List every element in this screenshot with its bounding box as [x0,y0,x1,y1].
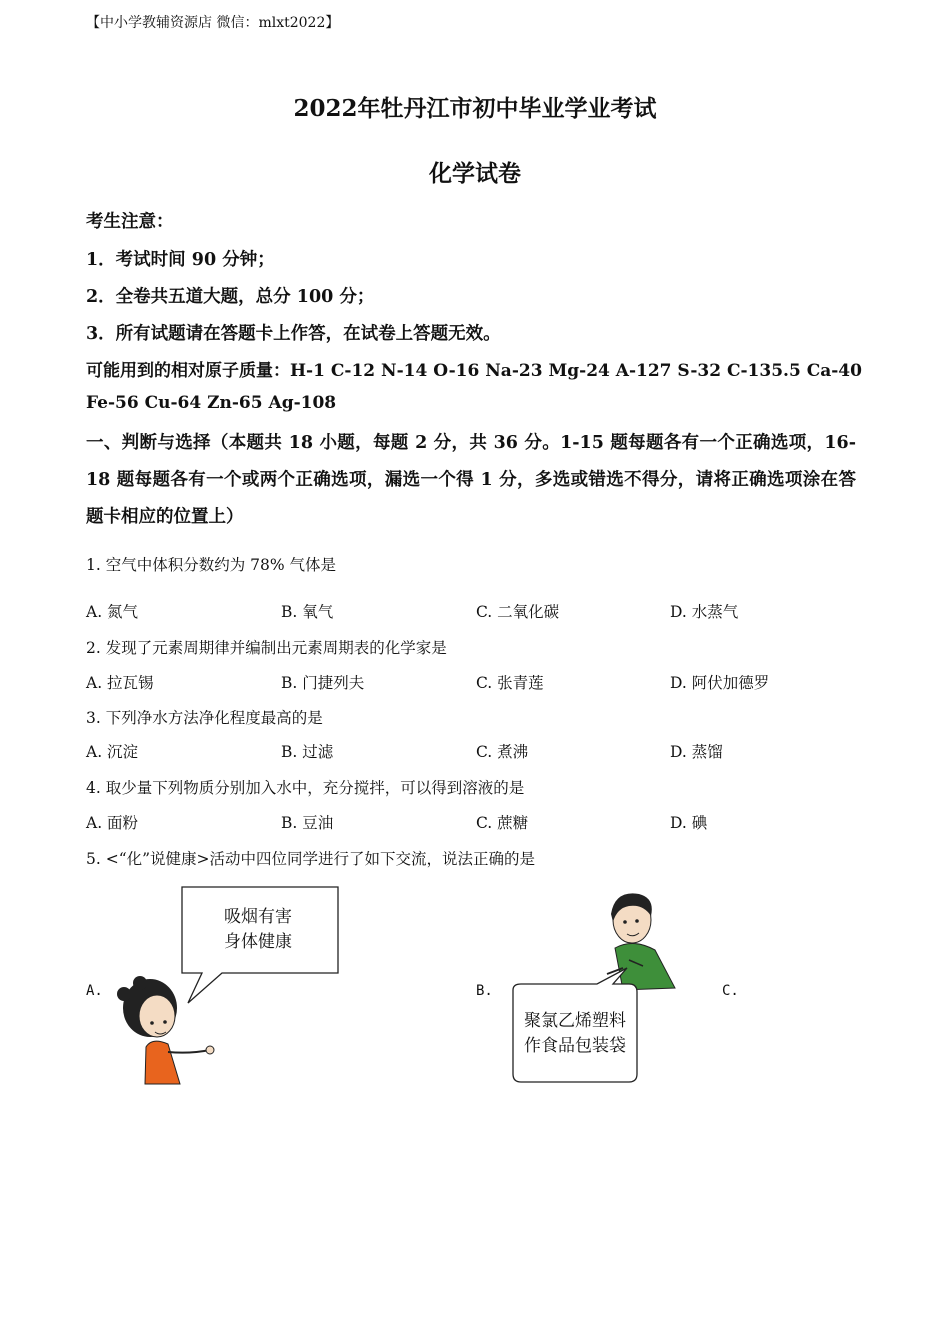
bubble-a-line2: 身体健康 [224,932,292,952]
option-d: D. 碘 [670,814,708,832]
notice-item: 3．所有试题请在答题卡上作答，在试卷上答题无效。 [86,324,501,344]
question-stem: 3. 下列净水方法净化程度最高的是 [86,709,323,727]
notice-heading: 考生注意： [86,212,174,232]
header-note: 【中小学教辅资源店 微信：mlxt2022】 [86,15,340,31]
bubble-b-line1: 聚氯乙烯塑料 [524,1011,626,1031]
notice-item: 1．考试时间 90 分钟； [86,250,275,270]
option-c: C. 二氧化碳 [476,603,560,621]
option-a: A. 拉瓦锡 [86,674,154,692]
option-b: B. 门捷列夫 [281,674,365,692]
atomic-masses-line1: 可能用到的相对原子质量：H-1 C-12 N-14 O-16 Na-23 Mg-24 A-127 S-32 C-135.5 Ca-40 [86,361,862,381]
image-option-a-label: A. [86,983,103,999]
illustration-b [505,888,690,1086]
atomic-masses-line2: Fe-56 Cu-64 Zn-65 Ag-108 [86,393,337,413]
option-a: A. 面粉 [86,814,139,832]
option-d: D. 阿伏加德罗 [670,674,770,692]
question-stem: 2. 发现了元素周期律并编制出元素周期表的化学家是 [86,639,447,657]
illustration-a [110,884,350,1089]
exam-title: 2022年牡丹江市初中毕业学业考试 [293,95,657,122]
option-c: C. 煮沸 [476,743,529,761]
notice-item: 2．全卷共五道大题，总分 100 分； [86,287,375,307]
option-b: B. 豆油 [281,814,334,832]
option-b: B. 氧气 [281,603,334,621]
option-d: D. 水蒸气 [670,603,739,621]
bubble-a-line1: 吸烟有害 [224,907,292,927]
option-a: A. 沉淀 [86,743,139,761]
bubble-b-line2: 作食品包装袋 [524,1036,626,1056]
question-stem: 1. 空气中体积分数约为 78% 气体是 [86,556,337,574]
option-a: A. 氮气 [86,603,139,621]
section-one-instructions: 一、判断与选择（本题共 18 小题，每题 2 分，共 36 分。1-15 题每题各有一个正确选项，16-18 题每题各有一个或两个正确选项，漏选一个得 1 分，多选或错选不得分，请将正确选项涂在答题卡相应的位置上） [86,433,856,527]
question-stem: 4. 取少量下列物质分别加入水中，充分搅拌，可以得到溶液的是 [86,779,525,797]
image-option-b-label: B. [476,983,493,999]
option-c: C. 蔗糖 [476,814,529,832]
option-c: C. 张青莲 [476,674,544,692]
image-option-c-label: C. [722,983,739,999]
question-stem: 5. <“化”说健康>活动中四位同学进行了如下交流，说法正确的是 [86,850,536,868]
option-d: D. 蒸馏 [670,743,723,761]
exam-subtitle: 化学试卷 [429,160,521,187]
option-b: B. 过滤 [281,743,334,761]
